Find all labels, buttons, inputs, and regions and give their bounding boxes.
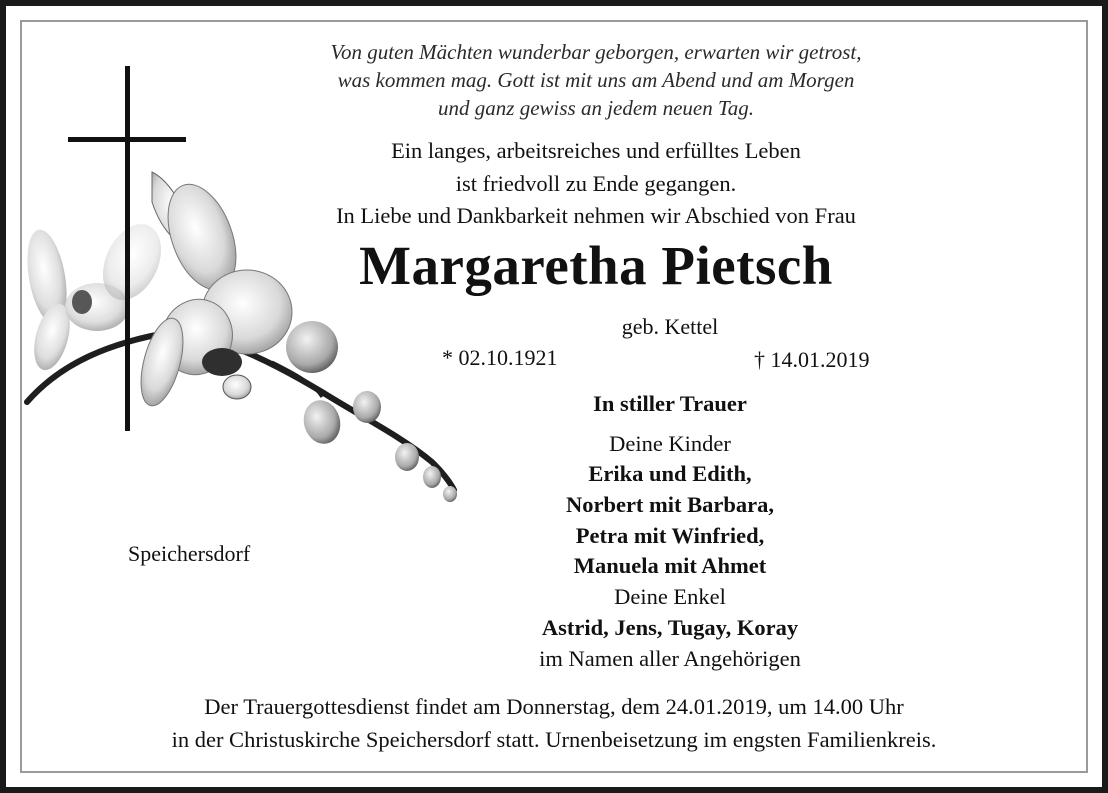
children-label: Deine Kinder (609, 431, 731, 456)
location: Speichersdorf (128, 541, 251, 566)
child-entry: Petra mit Winfried, (575, 523, 765, 548)
poem-line: und ganz gewiss an jedem neuen Tag. (438, 96, 754, 120)
grandchildren-label: Deine Enkel (614, 584, 726, 609)
intro-line: Ein langes, arbeitsreiches und erfülltes Leben (391, 138, 801, 163)
grandchildren-names: Astrid, Jens, Tugay, Koray (541, 615, 799, 640)
intro-line: ist friedvoll zu Ende gegangen. (455, 171, 737, 196)
child-entry: Manuela mit Ahmet (573, 553, 767, 578)
birth-date: * 02.10.1921 (442, 345, 558, 370)
intro-line: In Liebe und Dankbarkeit nehmen wir Abschied von Frau (336, 203, 856, 228)
service-line: Der Trauergottesdienst findet am Donnerstag, dem 24.01.2019, um 14.00 Uhr (204, 694, 904, 719)
birth-name: geb. Kettel (621, 314, 719, 339)
death-date: † 14.01.2019 (754, 347, 870, 372)
closing-line: im Namen aller Angehörigen (539, 646, 801, 671)
deceased-name: Margaretha Pietsch (359, 235, 833, 296)
orchid-buds (286, 321, 457, 502)
obituary-inner-border (20, 20, 1088, 773)
mourners-heading: In stiller Trauer (593, 391, 747, 416)
poem-line: was kommen mag. Gott ist mit uns am Abend und am Morgen (337, 68, 855, 92)
service-line: in der Christuskirche Speichersdorf statt. Urnenbeisetzung im engsten Familienkreis. (171, 727, 937, 752)
child-entry: Norbert mit Barbara, (565, 492, 775, 517)
child-entry: Erika und Edith, (588, 461, 752, 486)
main-orchid (133, 172, 292, 410)
poem-line: Von guten Mächten wunderbar geborgen, erwarten wir getrost, (330, 40, 862, 64)
